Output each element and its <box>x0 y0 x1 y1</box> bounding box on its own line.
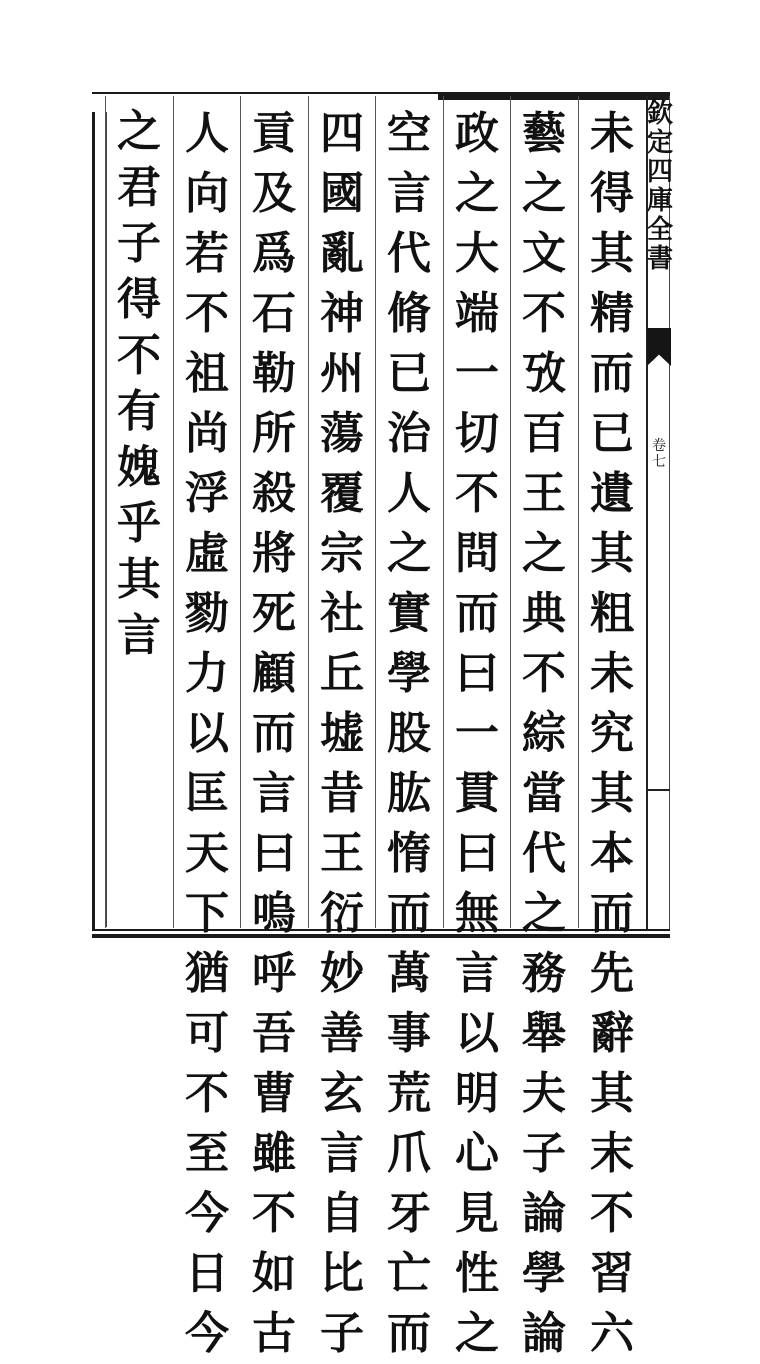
text-column-2: 藝 之 文 不 攷 百 王 之 典 不 綜 當 代 之 務 舉 夫 子 論 學 論 <box>522 108 566 1359</box>
banner-volume: 卷 七 <box>652 438 666 470</box>
column-divider <box>240 96 241 928</box>
text-column-5: 四 國 亂 神 州 蕩 覆 宗 社 丘 墟 昔 王 衍 妙 善 玄 言 自 比 子 <box>320 108 364 1359</box>
text-column-1: 未 得 其 精 而 已 遺 其 粗 未 究 其 本 而 先 辭 其 末 不 習 六 <box>590 108 634 1359</box>
column-divider <box>308 96 309 928</box>
left-border-rule <box>92 112 95 929</box>
text-column-7: 人 向 若 不 祖 尚 浮 虛 勠 力 以 匡 天 下 猶 可 不 至 今 日 今 <box>185 108 229 1359</box>
column-divider <box>578 96 579 928</box>
text-column-4: 空 言 代 脩 已 治 人 之 實 學 股 肱 惰 而 萬 事 荒 爪 牙 亡 而 <box>387 108 431 1359</box>
text-column-8: 之 君 子 得 不 有 媿 乎 其 言 <box>117 106 161 661</box>
column-divider <box>105 96 106 928</box>
column-divider <box>375 96 376 928</box>
column-divider <box>443 96 444 928</box>
column-divider <box>510 96 511 928</box>
text-column-6: 貢 及 爲 石 勒 所 殺 將 死 顧 而 言 曰 嗚 呼 吾 曹 雖 不 如 古 <box>252 108 296 1359</box>
banner-title: 欽 定 四 庫 全 書 <box>647 99 674 274</box>
left-inner-rule <box>106 112 107 927</box>
top-border-thick-rule <box>438 93 670 100</box>
column-divider <box>173 96 174 928</box>
banner-tick-rule <box>646 789 670 791</box>
text-column-3: 政 之 大 端 一 切 不 問 而 曰 一 貫 曰 無 言 以 明 心 見 性 之 <box>455 108 499 1359</box>
